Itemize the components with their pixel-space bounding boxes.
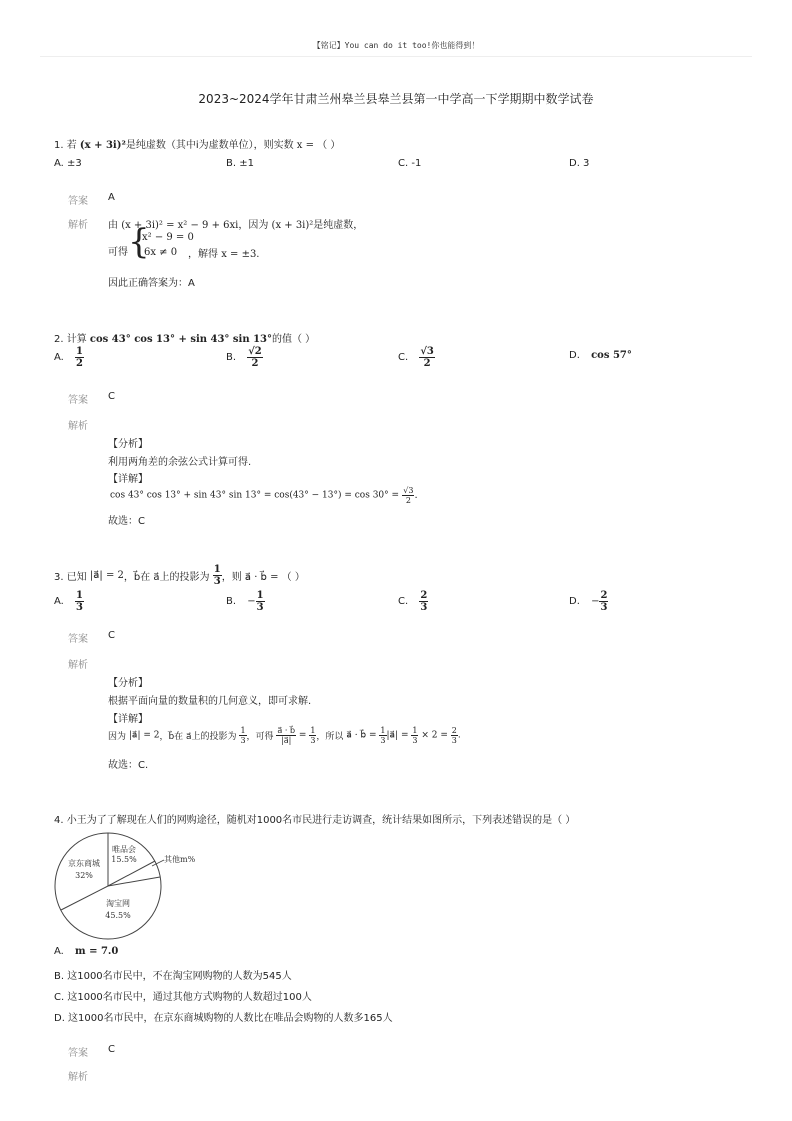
frac-num: 1 bbox=[76, 590, 83, 601]
q1-analysis-label: 解析 bbox=[68, 220, 88, 231]
pie-label-jd-pct: 32% bbox=[75, 871, 93, 880]
frac-num: 1 bbox=[412, 726, 418, 735]
q1-prefix: 1. 若 bbox=[54, 140, 77, 151]
q3-analysis-text: 根据平面向量的数量积的几何意义，即可求解. bbox=[108, 696, 312, 707]
q4-option-b[interactable]: B. 这1000名市民中，不在淘宝网购物的人数为545人 bbox=[54, 971, 292, 982]
q2-suffix: 的值（ ） bbox=[272, 334, 316, 345]
frac-den: 2 bbox=[423, 358, 431, 369]
q3-detail-expr: × 2 = bbox=[421, 730, 448, 741]
q1-answer-label: 答案 bbox=[68, 196, 88, 207]
question-1-stem bbox=[54, 136, 340, 151]
q4-option-a[interactable] bbox=[54, 946, 118, 957]
q3-option-b[interactable] bbox=[226, 590, 265, 613]
q2-answer-label: 答案 bbox=[68, 395, 88, 406]
page-header: 【铭记】You can do it too!你也能得到！ bbox=[312, 41, 480, 50]
header-divider bbox=[40, 56, 752, 57]
q3-cond: |a⃗| = 2 bbox=[89, 570, 124, 581]
q2-option-d-label: D. bbox=[569, 350, 580, 361]
frac-den: 2 bbox=[405, 496, 411, 505]
q3-answer: C bbox=[108, 630, 115, 641]
frac-den: 3 bbox=[310, 736, 316, 745]
q3-analysis-label: 解析 bbox=[68, 660, 88, 671]
q2-analysis-label: 解析 bbox=[68, 421, 88, 432]
frac-den: 3 bbox=[240, 736, 246, 745]
q3-detail-expr: |a⃗| = 2 bbox=[128, 730, 160, 741]
q1-var: x = （ ） bbox=[296, 140, 341, 151]
frac-num: √2 bbox=[248, 346, 262, 357]
pie-divider-tb-jd bbox=[61, 886, 108, 910]
q1-expr: (x + 3i)² bbox=[79, 140, 126, 151]
q1-sol-expr: (x + 3i)² = x² − 9 + 6xi bbox=[121, 220, 239, 231]
q4-option-a-expr: m = 7.0 bbox=[75, 946, 119, 957]
q3-detail-frac bbox=[411, 726, 418, 745]
other-label-leader bbox=[152, 860, 164, 866]
pie-label-jd-name: 京东商城 bbox=[68, 859, 100, 868]
q3-detail-text: ，b⃗在 a⃗上的投影为 bbox=[159, 732, 237, 742]
frac-den: 2 bbox=[76, 358, 83, 369]
q1-sol-expr: (x + 3i)² bbox=[271, 220, 314, 231]
q3-detail-tag: 【详解】 bbox=[108, 714, 148, 725]
q4-option-a-label: A. bbox=[54, 946, 64, 957]
q2-option-a-frac bbox=[75, 346, 84, 369]
q3-option-a[interactable] bbox=[54, 590, 84, 613]
q3-detail-expr: = bbox=[298, 730, 307, 741]
q3-detail-frac bbox=[239, 726, 246, 745]
q1-option-d[interactable]: D. 3 bbox=[569, 158, 590, 169]
q3-option-c-label: C. bbox=[398, 596, 409, 607]
q4-option-d[interactable]: D. 这1000名市民中，在京东商城购物的人数比在唯品会购物的人数多165人 bbox=[54, 1013, 393, 1024]
frac-num: 1 bbox=[213, 564, 221, 575]
q4-answer-label: 答案 bbox=[68, 1048, 88, 1059]
frac-num: 2 bbox=[420, 590, 428, 601]
q2-detail-frac bbox=[402, 486, 414, 505]
q1-sol-expr: x = ±3. bbox=[221, 249, 260, 260]
q1-sol-text: 由 bbox=[108, 220, 118, 231]
frac-den: 3 bbox=[600, 602, 608, 613]
frac-den: 3 bbox=[451, 736, 457, 745]
q2-detail-line bbox=[110, 486, 418, 505]
q3-prefix: 3. 已知 bbox=[54, 572, 87, 583]
frac-num: a⃗ · b⃗ bbox=[277, 726, 296, 735]
q2-option-c[interactable] bbox=[398, 346, 435, 369]
frac-num: 1 bbox=[310, 726, 316, 735]
q1-sol-text: 是纯虚数， bbox=[313, 220, 364, 231]
frac-den: 3 bbox=[76, 602, 83, 613]
q1-option-b[interactable]: B. ±1 bbox=[226, 158, 254, 169]
frac-num: √3 bbox=[420, 346, 434, 357]
q3-option-d-sign: − bbox=[591, 596, 600, 607]
q1-solution-line-2-end bbox=[188, 245, 259, 260]
q1-suffix: 是纯虚数（其中i为虚数单位），则实数 bbox=[125, 140, 294, 151]
q2-detail-end: . bbox=[414, 490, 418, 501]
q3-option-b-label: B. bbox=[226, 596, 237, 607]
q3-analysis-tag: 【分析】 bbox=[108, 678, 148, 689]
q1-system-eq-1: x² − 9 = 0 bbox=[142, 232, 194, 243]
q4-analysis-label: 解析 bbox=[68, 1072, 88, 1083]
q3-cond: ，则 bbox=[221, 572, 242, 583]
question-2-stem bbox=[54, 330, 315, 345]
q2-option-a-label: A. bbox=[54, 352, 64, 363]
q3-option-d-label: D. bbox=[569, 596, 580, 607]
q3-detail-frac bbox=[379, 726, 386, 745]
q1-option-a[interactable]: A. ±3 bbox=[54, 158, 82, 169]
q2-choose: 故选：C bbox=[108, 516, 145, 527]
q3-cond: ，b⃗在 a⃗上的投影为 bbox=[123, 572, 210, 583]
q2-expr: cos 43° cos 13° + sin 43° sin 13° bbox=[89, 334, 272, 345]
question-3-stem bbox=[54, 564, 305, 587]
q3-option-a-frac bbox=[75, 590, 84, 613]
q2-prefix: 2. 计算 bbox=[54, 334, 87, 345]
q2-option-b-label: B. bbox=[226, 352, 237, 363]
pie-label-tb-name: 淘宝网 bbox=[106, 899, 130, 908]
q3-detail-text: 因为 bbox=[108, 732, 127, 742]
pie-label-tb-pct: 45.5% bbox=[105, 911, 131, 920]
q3-option-b-frac bbox=[256, 590, 265, 613]
q1-system-eq-2: 6x ≠ 0 bbox=[144, 247, 178, 258]
q3-detail-frac bbox=[276, 726, 296, 745]
frac-den: 3 bbox=[213, 576, 221, 587]
q4-option-c[interactable]: C. 这1000名市民中，通过其他方式购物的人数超过100人 bbox=[54, 992, 312, 1003]
q2-detail-expr: cos 43° cos 13° + sin 43° sin 13° = cos(43° − 13°) = cos 30° = bbox=[110, 490, 400, 501]
frac-num: 1 bbox=[256, 590, 264, 601]
q2-option-d[interactable] bbox=[569, 350, 632, 361]
q3-ask: a⃗ · b⃗ = （ ） bbox=[244, 572, 305, 583]
q2-option-b-frac bbox=[247, 346, 263, 369]
q3-option-a-label: A. bbox=[54, 596, 64, 607]
frac-den: 3 bbox=[380, 736, 386, 745]
q3-detail-text: ，可得 bbox=[246, 732, 274, 742]
q1-answer: A bbox=[108, 192, 115, 203]
frac-num: 1 bbox=[76, 346, 83, 357]
q3-detail-text: ，所以 bbox=[316, 732, 344, 742]
q2-analysis-text: 利用两角差的余弦公式计算可得. bbox=[108, 457, 252, 468]
q3-option-b-sign: − bbox=[247, 596, 256, 607]
q2-option-a[interactable] bbox=[54, 346, 84, 369]
q2-answer: C bbox=[108, 391, 115, 402]
pie-label-vip-name: 唯品会 bbox=[112, 845, 136, 854]
q2-option-c-frac bbox=[419, 346, 435, 369]
frac-num: 1 bbox=[380, 726, 386, 735]
shopping-pie-chart bbox=[52, 830, 202, 940]
q2-analysis-tag: 【分析】 bbox=[108, 439, 148, 450]
q3-choose: 故选：C. bbox=[108, 760, 149, 771]
q3-option-d-frac bbox=[599, 590, 608, 613]
system-brace: { bbox=[128, 222, 150, 262]
frac-den: 2 bbox=[251, 358, 259, 369]
q1-sol-text: ，因为 bbox=[238, 220, 269, 231]
q3-detail-frac bbox=[451, 726, 458, 745]
frac-den: 3 bbox=[412, 736, 418, 745]
q3-option-d[interactable] bbox=[569, 590, 608, 613]
q3-proj-frac bbox=[213, 564, 222, 587]
q3-detail-expr: |a⃗| = bbox=[386, 730, 409, 741]
q2-option-b[interactable] bbox=[226, 346, 263, 369]
q1-solution-line-2-label: 可得 bbox=[108, 247, 128, 258]
q1-option-c[interactable]: C. -1 bbox=[398, 158, 422, 169]
q3-answer-label: 答案 bbox=[68, 634, 88, 645]
q2-detail-tag: 【详解】 bbox=[108, 474, 148, 485]
q3-detail-expr: a⃗ · b⃗ = bbox=[346, 730, 377, 741]
frac-num: 2 bbox=[600, 590, 608, 601]
q3-option-c[interactable] bbox=[398, 590, 428, 613]
frac-num: √3 bbox=[403, 486, 414, 495]
frac-num: 1 bbox=[240, 726, 246, 735]
pie-label-vip-pct: 15.5% bbox=[111, 855, 137, 864]
q3-detail-text: . bbox=[457, 730, 461, 741]
q4-answer: C bbox=[108, 1044, 115, 1055]
frac-den: |a⃗| bbox=[281, 736, 292, 745]
q3-detail-line bbox=[108, 726, 461, 745]
q1-solution-line-3: 因此正确答案为：A bbox=[108, 278, 195, 289]
pie-label-other: 其他m% bbox=[164, 855, 196, 864]
frac-den: 3 bbox=[256, 602, 264, 613]
q2-option-c-label: C. bbox=[398, 352, 409, 363]
question-4-stem: 4. 小王为了了解现在人们的网购途径，随机对1000名市民进行走访调查，统计结果如图所示，下列表述错误的是（ ） bbox=[54, 815, 576, 826]
q2-option-d-value: cos 57° bbox=[591, 350, 632, 361]
page-title: 2023~2024学年甘肃兰州皋兰县皋兰县第一中学高一下学期期中数学试卷 bbox=[198, 92, 594, 106]
q3-option-c-frac bbox=[419, 590, 428, 613]
frac-den: 3 bbox=[420, 602, 428, 613]
frac-num: 2 bbox=[451, 726, 457, 735]
q1-sol-text: ，解得 bbox=[188, 249, 218, 260]
